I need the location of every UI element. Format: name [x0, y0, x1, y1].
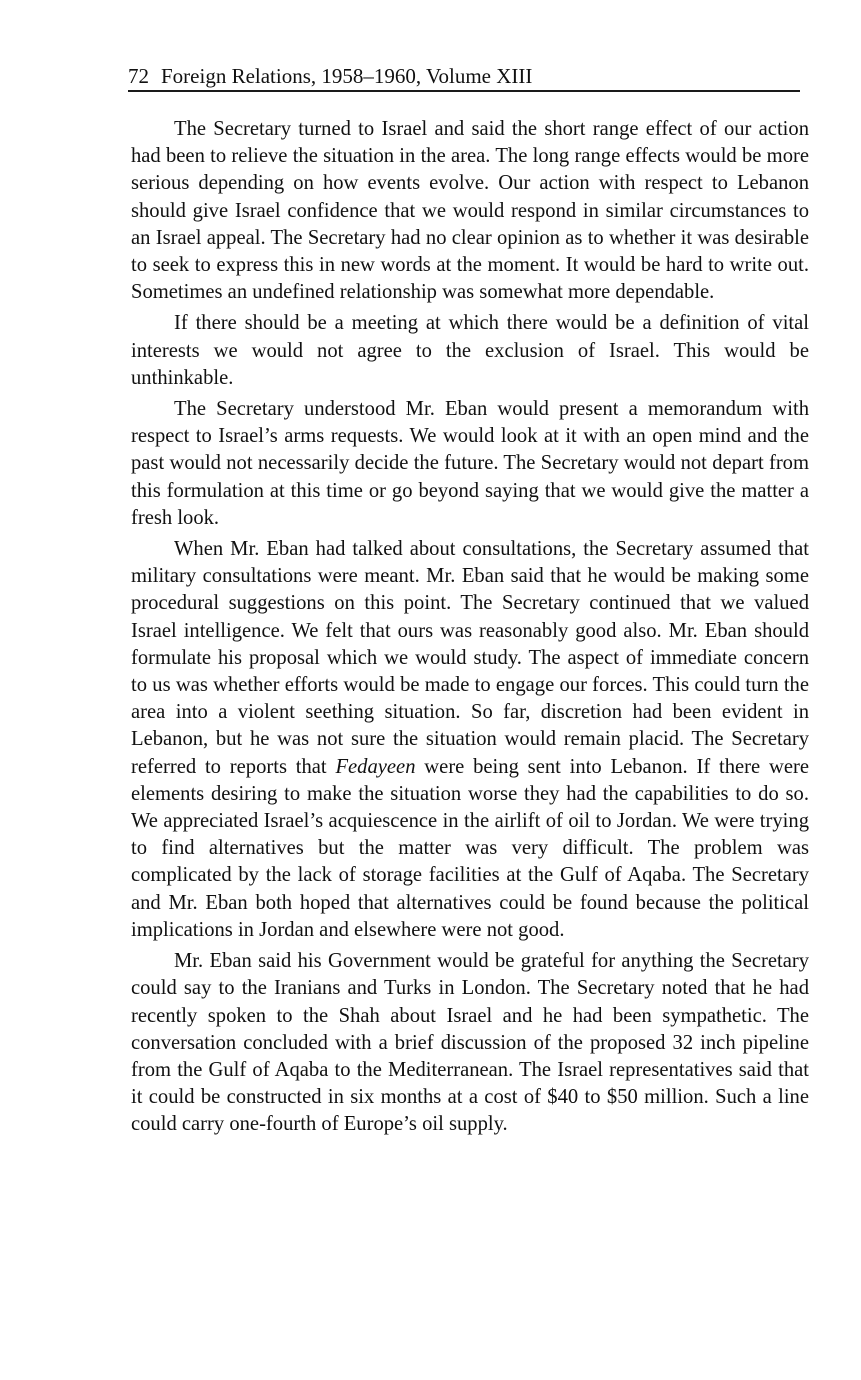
paragraph-4-part-1: When Mr. Eban had talked about consultations, the Secretary assumed that military consultations were meant. Mr. Eban said that he would be making some procedural suggestions on this point. The Secretary continued that we valued Israel intelligence. We felt that ours was reasonably good also. Mr. Eban should formulate his proposal which we would study. The aspect of immediate concern to us was whether efforts would be made to engage our forces. This could turn the area into a violent seething situation. So far, discretion had been evident in Lebanon, but he was not sure the situation would remain placid. The Secretary referred to reports that	[131, 538, 809, 778]
paragraph-4-part-2: were being sent into Lebanon. If there were elements desiring to make the situation worse they had the capabilities to do so. We appreciated Israel’s acquiescence in the airlift of oil to Jordan. We were trying to find alternatives but the matter was very difficult. The problem was complicated by the lack of storage facilities at the Gulf of Aqaba. The Secretary and Mr. Eban both hoped that alternatives could be found because the political implications in Jordan and elsewhere were not good.	[131, 755, 809, 941]
body-text	[131, 116, 809, 1143]
volume-title: Foreign Relations, 1958–1960, Volume XIII	[161, 64, 533, 88]
running-header	[128, 62, 800, 92]
paragraph-2: If there should be a meeting at which there would be a definition of vital interests we would not agree to the exclusion of Israel. This would be unthinkable.	[131, 312, 809, 389]
paragraph-4	[131, 536, 809, 944]
paragraph-3: The Secretary understood Mr. Eban would present a memorandum with respect to Israel’s arms requests. We would look at it with an open mind and the past would not necessarily decide the future. The Secretary would not depart from this formulation at this time or go beyond saying that we would give the matter a fresh look.	[131, 398, 809, 529]
page-number: 72	[128, 64, 149, 88]
paragraph-4-italic-term: Fedayeen	[335, 755, 416, 778]
paragraph-5: Mr. Eban said his Government would be grateful for anything the Secretary could say to the Iranians and Turks in London. The Secretary noted that he had recently spoken to the Shah about Israel and he had been sympathetic. The conversation concluded with a brief discussion of the proposed 32 inch pipeline from the Gulf of Aqaba to the Mediterranean. The Israel representatives said that it could be constructed in six months at a cost of $40 to $50 million. Such a line could carry one-fourth of Europe’s oil supply.	[131, 950, 809, 1136]
paragraph-1: The Secretary turned to Israel and said the short range effect of our action had been to relieve the situation in the area. The long range effects would be more serious depending on how events evolve. Our action with respect to Lebanon should give Israel confidence that we would respond in similar circumstances to an Israel appeal. The Secretary had no clear opinion as to whether it was desirable to seek to express this in new words at the moment. It would be hard to write out. Sometimes an undefined relationship was somewhat more dependable.	[131, 118, 809, 304]
